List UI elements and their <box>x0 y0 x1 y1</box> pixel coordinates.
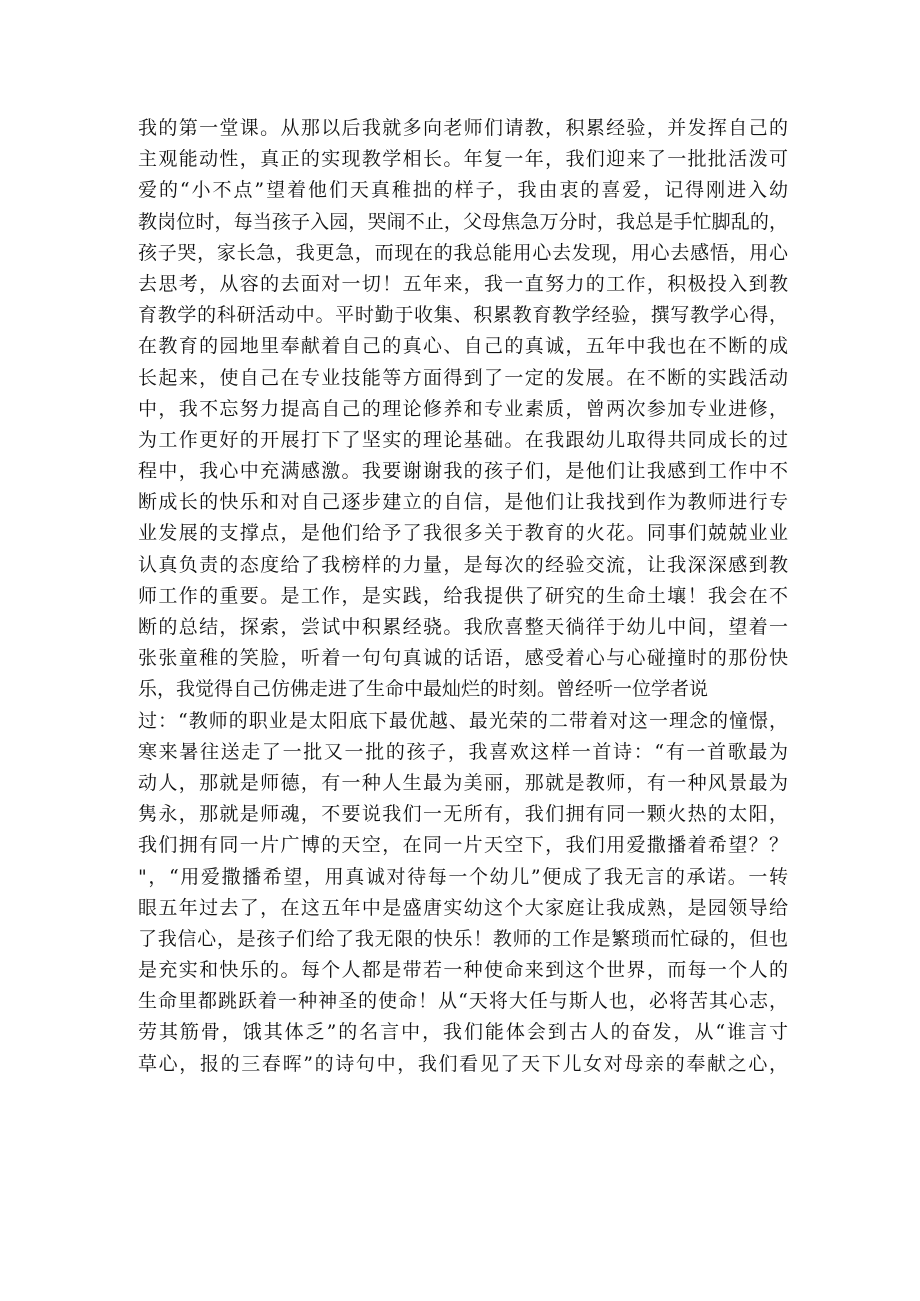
text-line: 去思考，从容的去面对一切！五年来，我一直努力的工作，积极投入到教 <box>138 272 788 295</box>
text-line: 动人，那就是师德，有一种人生最为美丽，那就是教师，有一种风景最为 <box>138 771 788 794</box>
text-line: 爱的“小不点”望着他们天真稚拙的样子，我由衷的喜爱，记得刚进入幼 <box>138 179 788 202</box>
text-line: 业发展的支撑点，是他们给予了我很多关于教育的火花。同事们兢兢业业 <box>138 522 788 545</box>
text-line: 教岗位时，每当孩子入园，哭闹不止，父母焦急万分时，我总是手忙脚乱的， <box>138 210 788 233</box>
text-line: 育教学的科研活动中。平时勤于收集、积累教育教学经验，撰写教学心得， <box>138 304 788 327</box>
text-line: 了我信心，是孩子们给了我无限的快乐！教师的工作是繁琐而忙碌的，但也 <box>138 927 788 950</box>
text-line: "，“用爱撒播希望，用真诚对待每一个幼儿”便成了我无言的承诺。一转 <box>138 865 788 888</box>
text-line: 师工作的重要。是工作，是实践，给我提供了研究的生命土壤！我会在不 <box>138 584 788 607</box>
text-line: 中，我不忘努力提高自己的理论修养和专业素质，曾两次参加专业进修， <box>138 397 788 420</box>
text-line: 程中，我心中充满感激。我要谢谢我的孩子们，是他们让我感到工作中不 <box>138 460 788 483</box>
text-line: 长起来，使自己在专业技能等方面得到了一定的发展。在不断的实践活动 <box>138 366 788 389</box>
text-line: 为工作更好的开展打下了坚实的理论基础。在我跟幼儿取得共同成长的过 <box>138 428 788 451</box>
text-line: 在教育的园地里奉献着自己的真心、自己的真诚，五年中我也在不断的成 <box>138 335 788 358</box>
text-line: 过：“教师的职业是太阳底下最优越、最光荣的二带着对这一理念的憧憬， <box>138 709 788 732</box>
text-line: 劳其筋骨，饿其体乏”的名言中，我们能体会到古人的奋发，从“谁言寸 <box>138 1021 788 1044</box>
text-line: 寒来暑往送走了一批又一批的孩子，我喜欢这样一首诗：“有一首歌最为 <box>138 740 788 763</box>
text-line: 是充实和快乐的。每个人都是带若一种使命来到这个世界，而每一个人的 <box>138 959 788 982</box>
text-line: 主观能动性，真正的实现教学相长。年复一年，我们迎来了一批批活泼可 <box>138 148 788 171</box>
text-line: 断成长的快乐和对自己逐步建立的自信，是他们让我找到作为教师进行专 <box>138 491 788 514</box>
text-line: 断的总结，探索，尝试中积累经骁。我欣喜整天徜徉于幼儿中间，望着一 <box>138 616 788 638</box>
text-line: 乐，我觉得自己仿佛走进了生命中最灿烂的时刻。曾经听一位学者说 <box>138 678 709 701</box>
body-paragraph <box>138 113 788 1080</box>
text-line: 我的第一堂课。从那以后我就多向老师们请教，积累经验，并发挥自己的 <box>138 117 788 139</box>
text-line: 草心，报的三春晖”的诗句中，我们看见了天下儿女对母亲的奉献之心， <box>138 1052 788 1075</box>
text-line: 认真负责的态度给了我榜样的力量，是每次的经验交流，让我深深感到教 <box>138 553 788 576</box>
text-line: 眼五年过去了，在这五年中是盛唐实幼这个大家庭让我成熟，是园领导给 <box>138 896 788 919</box>
text-line: 张张童稚的笑脸，听着一句句真诚的话语，感受着心与心碰撞时的那份快 <box>138 647 788 670</box>
text-line: 隽永，那就是师魂，不要说我们一无所有，我们拥有同一颗火热的太阳， <box>138 803 788 826</box>
text-line: 生命里都跳跃着一种神圣的使命！从“天将大任与斯人也，必将苦其心志， <box>138 990 788 1013</box>
text-line: 孩子哭，家长急，我更急，而现在的我总能用心去发现，用心去感悟，用心 <box>138 241 788 264</box>
text-line: 我们拥有同一片广博的天空，在同一片天空下，我们用爱撒播着希望？？ <box>138 834 788 857</box>
